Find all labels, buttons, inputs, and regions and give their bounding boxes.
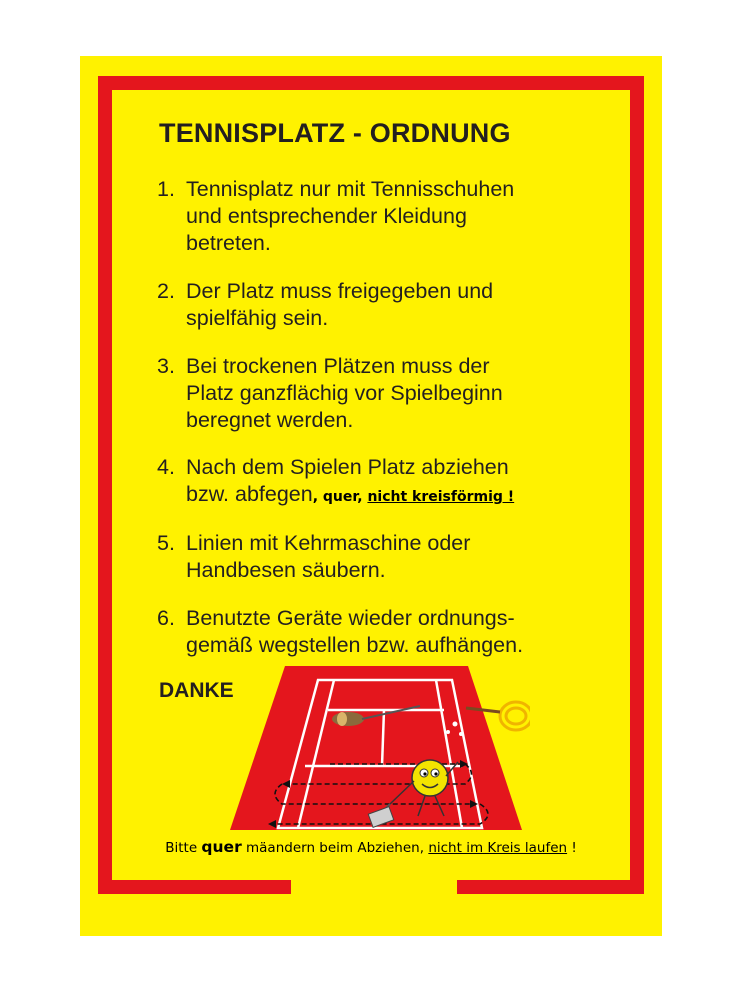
rule-line: gemäß wegstellen bzw. aufhängen. xyxy=(186,633,524,657)
rule-item xyxy=(157,605,627,659)
rule-number: 5. xyxy=(157,531,175,555)
rule-line: Benutzte Geräte wieder ordnungs- xyxy=(186,606,515,630)
rule-number: 1. xyxy=(157,177,175,201)
red-frame-bottom-left xyxy=(98,880,291,894)
red-frame-bottom-right xyxy=(457,880,644,894)
rule-line: Handbesen säubern. xyxy=(186,558,386,582)
rule-item xyxy=(157,176,627,257)
rules-list xyxy=(157,176,627,659)
note-emphasis: quer xyxy=(201,838,242,856)
rule-item xyxy=(157,454,627,511)
rule-item xyxy=(157,530,627,584)
rule-line: Nach dem Spielen Platz abziehen xyxy=(186,455,509,479)
rule-line: Platz ganzflächig vor Spielbeginn xyxy=(186,381,503,405)
thanks-text: DANKE xyxy=(159,679,234,702)
note-text: ! xyxy=(567,840,577,856)
rule-number: 6. xyxy=(157,606,175,630)
note-underlined: nicht im Kreis laufen xyxy=(428,840,568,856)
court-illustration xyxy=(230,666,530,836)
rule-number: 4. xyxy=(157,455,175,479)
tennis-court-rules-sign xyxy=(80,56,662,936)
rule-item xyxy=(157,353,627,434)
rule-line: Der Platz muss freigegeben und xyxy=(186,279,494,303)
rule4-note xyxy=(313,489,514,505)
red-frame-top xyxy=(98,76,644,90)
sign-title: TENNISPLATZ - ORDNUNG xyxy=(159,118,511,148)
rule-line: Tennisplatz nur mit Tennisschuhen xyxy=(186,177,515,201)
note-text: mäandern beim Abziehen, xyxy=(241,840,429,856)
sweeping-instruction-note xyxy=(80,838,662,856)
rule-line: Linien mit Kehrmaschine oder xyxy=(186,531,471,555)
rule-line: bzw. abfegen xyxy=(186,482,313,506)
rule-line: beregnet werden. xyxy=(186,408,354,432)
red-frame-right xyxy=(630,76,644,894)
rule-line: Bei trockenen Plätzen muss der xyxy=(186,354,490,378)
rule-line: betreten. xyxy=(186,231,271,255)
note-text: Bitte xyxy=(165,840,202,856)
rule-number: 2. xyxy=(157,279,175,303)
rule4-note-underlined: nicht kreisförmig ! xyxy=(367,489,515,505)
rule-item xyxy=(157,278,627,332)
rule-line: spielfähig sein. xyxy=(186,306,329,330)
rule-number: 3. xyxy=(157,354,175,378)
rule-line: und entsprechender Kleidung xyxy=(186,204,467,228)
red-frame-left xyxy=(98,76,112,894)
rule4-note-prefix: , quer, xyxy=(312,489,368,505)
